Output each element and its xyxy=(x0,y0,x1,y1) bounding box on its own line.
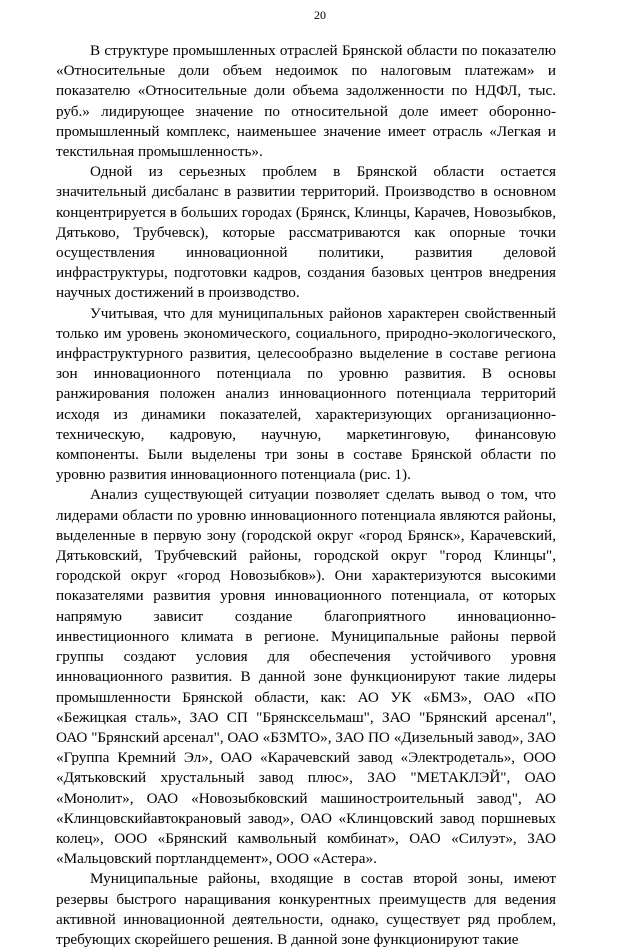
document-body xyxy=(56,41,556,950)
paragraph-industry-shares: В структуре промышленных отраслей Брянской области по показателю «Относительные доли объем недоимок по налоговым платежам» и показателю «Относительные доли объема задолженности по НДФЛ, тыс. руб.» лидирующее значение по относительной доле имеет оборонно-промышленный комплекс, наименьшее значение имеет отрасль «Легкая и текстильная промышленность». xyxy=(56,42,556,161)
paragraph-first-zone-leaders: Анализ существующей ситуации позволяет сделать вывод о том, что лидерами области по уровню инновационного потенциала являются районы, выделенные в первую зону (городской округ «город Брянск», Карачевский, Дятьковский, Трубчевский районы, городской округ "город Клинцы", городской округ «город Новозыбков»). Они характеризуются высокими показателями развития уровня инновационного потенциала, от которых напрямую зависит создание благоприятного инновационно-инвестиционного климата в регионе. Муниципальные районы первой группы создают условия для обеспечения устойчивого уровня инновационного развития. В данной зоне функционируют такие лидеры промышленности Брянской области, как: АО УК «БМЗ», ОАО «ПО «Бежицкая сталь», ЗАО СП "Брянсксельмаш", ЗАО "Брянский арсенал", ОАО "Брянский арсенал", ОАО «БЗМТО», ЗАО ПО «Дизельный завод», ЗАО «Группа Кремний Эл», ОАО «Карачевский завод «Электродеталь», ООО «Дятьковский хрустальный завод плюс», ЗАО "МЕТАКЛЭЙ", ОАО «Монолит», ОАО «Новозыбковский машиностроительный завод", АО «Клинцовскийавтокрановый завод», ОАО «Клинцовский завод поршневых колец», ООО «Брянский камвольный комбинат», ОАО «Силуэт», ЗАО «Мальцовский портландцемент», ООО «Астера». xyxy=(56,486,556,868)
paragraph-second-zone: Муниципальные районы, входящие в состав второй зоны, имеют резервы быстрого наращивания конкурентных преимуществ для ведения активной инновационной деятельности, однако, существует ряд проблем, требующих скорейшего решения. В данной зоне функционируют такие xyxy=(56,870,556,948)
paragraph-territorial-imbalance: Одной из серьезных проблем в Брянской области остается значительный дисбаланс в развитии территорий. Производство в основном концентрируется в больших городах (Брянск, Клинцы, Карачев, Новозыбков, Дятьково, Трубчевск), которые рассматриваются как опорные точки осуществления инновационной политики, развития деловой инфраструктуры, подготовки кадров, создания базовых центров внедрения научных достижений в производство. xyxy=(56,163,556,302)
page-number: 20 xyxy=(314,8,326,22)
paragraph-innovation-zones: Учитывая, что для муниципальных районов характерен свойственный только им уровень экономического, социального, природно-экологического, инфраструктурного развития, целесообразно выделение в составе региона зон инновационного потенциала по уровню развития. В основы ранжирования положен анализ инновационного потенциала территорий исходя из динамики показателей, характеризующих организационно-техническую, кадровую, научную, маркетинговую, финансовую компоненты. Были выделены три зоны в составе Брянской области по уровню развития инновационного потенциала (рис. 1). xyxy=(56,304,556,484)
